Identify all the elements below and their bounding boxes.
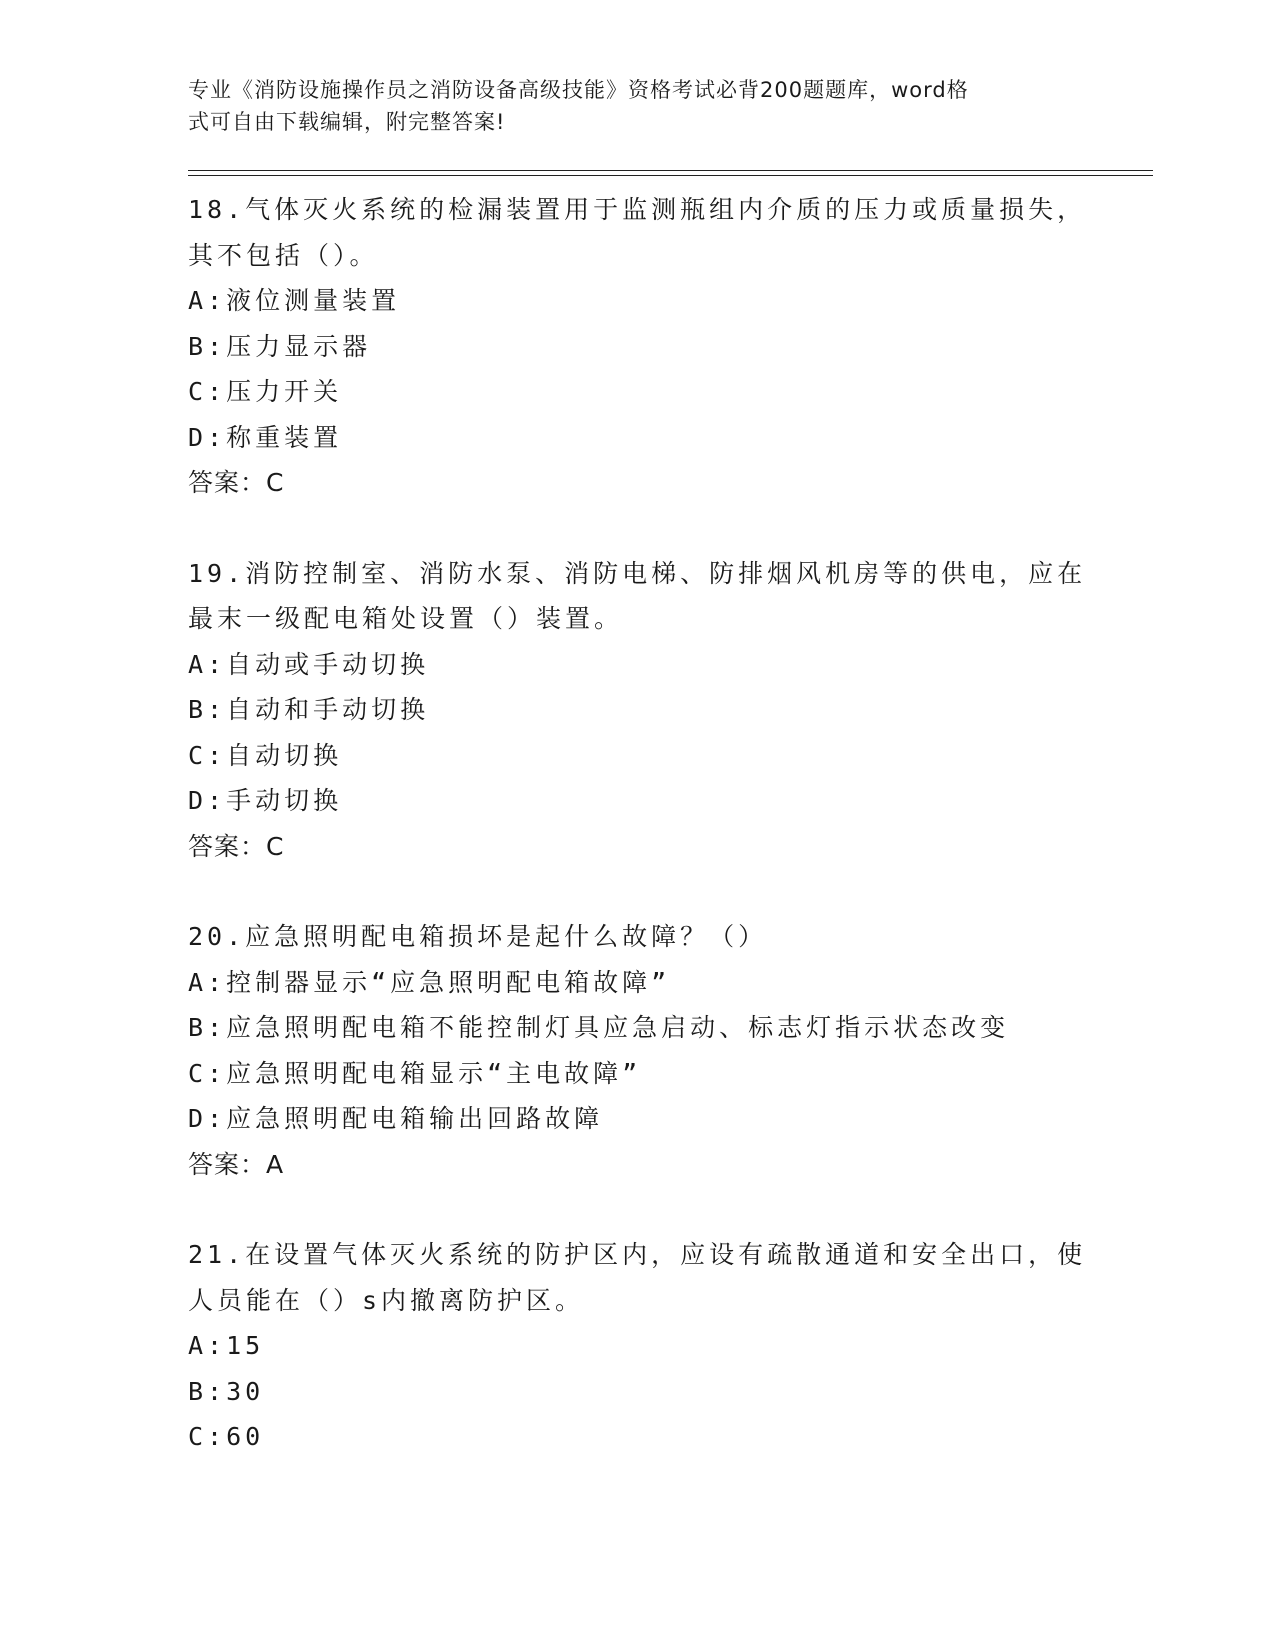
question-21 — [188, 1232, 1088, 1460]
question-19 — [188, 551, 1088, 870]
header-divider-top — [188, 170, 1153, 171]
option-b: B:压力显示器 — [188, 331, 372, 361]
question-stem-line: 18.气体灭火系统的检漏装置用于监测瓶组内介质的压力或质量损失， — [188, 195, 1087, 224]
option-a: A:自动或手动切换 — [188, 649, 430, 679]
question-stem-line: 19.消防控制室、消防水泵、消防电梯、防排烟风机房等的供电，应在 — [188, 558, 1087, 588]
option-b: B:自动和手动切换 — [188, 695, 430, 724]
question-stem-line: 最末一级配电箱处设置（）装置。 — [188, 604, 624, 633]
option-a: A:液位测量装置 — [188, 286, 401, 315]
question-20 — [188, 914, 1088, 1187]
option-d: D:称重装置 — [188, 422, 343, 452]
option-b: B:应急照明配电箱不能控制灯具应急启动、标志灯指示状态改变 — [188, 1013, 1010, 1042]
option-c: C:压力开关 — [188, 377, 343, 406]
answer-line: 答案：C — [188, 468, 285, 497]
header-line-2: 式可自由下载编辑，附完整答案! — [188, 110, 506, 134]
question-stem-line: 人员能在（）s内撤离防护区。 — [188, 1285, 585, 1315]
header-divider-bottom — [188, 175, 1153, 176]
option-b: B:30 — [188, 1376, 265, 1406]
question-list — [188, 187, 1088, 1505]
answer-line: 答案：A — [188, 1149, 285, 1179]
header-line-1: 专业《消防设施操作员之消防设备高级技能》资格考试必背200题题库，word格 — [188, 78, 969, 102]
option-a: A:控制器显示“应急照明配电箱故障” — [188, 967, 671, 997]
answer-line: 答案：C — [188, 831, 285, 861]
option-c: C:应急照明配电箱显示“主电故障” — [188, 1058, 642, 1088]
option-c: C:60 — [188, 1422, 265, 1451]
option-d: D:手动切换 — [188, 786, 343, 815]
question-stem-line: 其不包括（）。 — [188, 240, 379, 270]
question-stem-line: 21.在设置气体灭火系统的防护区内，应设有疏散通道和安全出口，使 — [188, 1240, 1087, 1269]
option-a: A:15 — [188, 1331, 265, 1360]
option-c: C:自动切换 — [188, 740, 343, 770]
question-stem-line: 20.应急照明配电箱损坏是起什么故障？（） — [188, 922, 768, 951]
question-18 — [188, 187, 1088, 506]
option-d: D:应急照明配电箱输出回路故障 — [188, 1104, 604, 1133]
document-header — [188, 74, 1088, 138]
